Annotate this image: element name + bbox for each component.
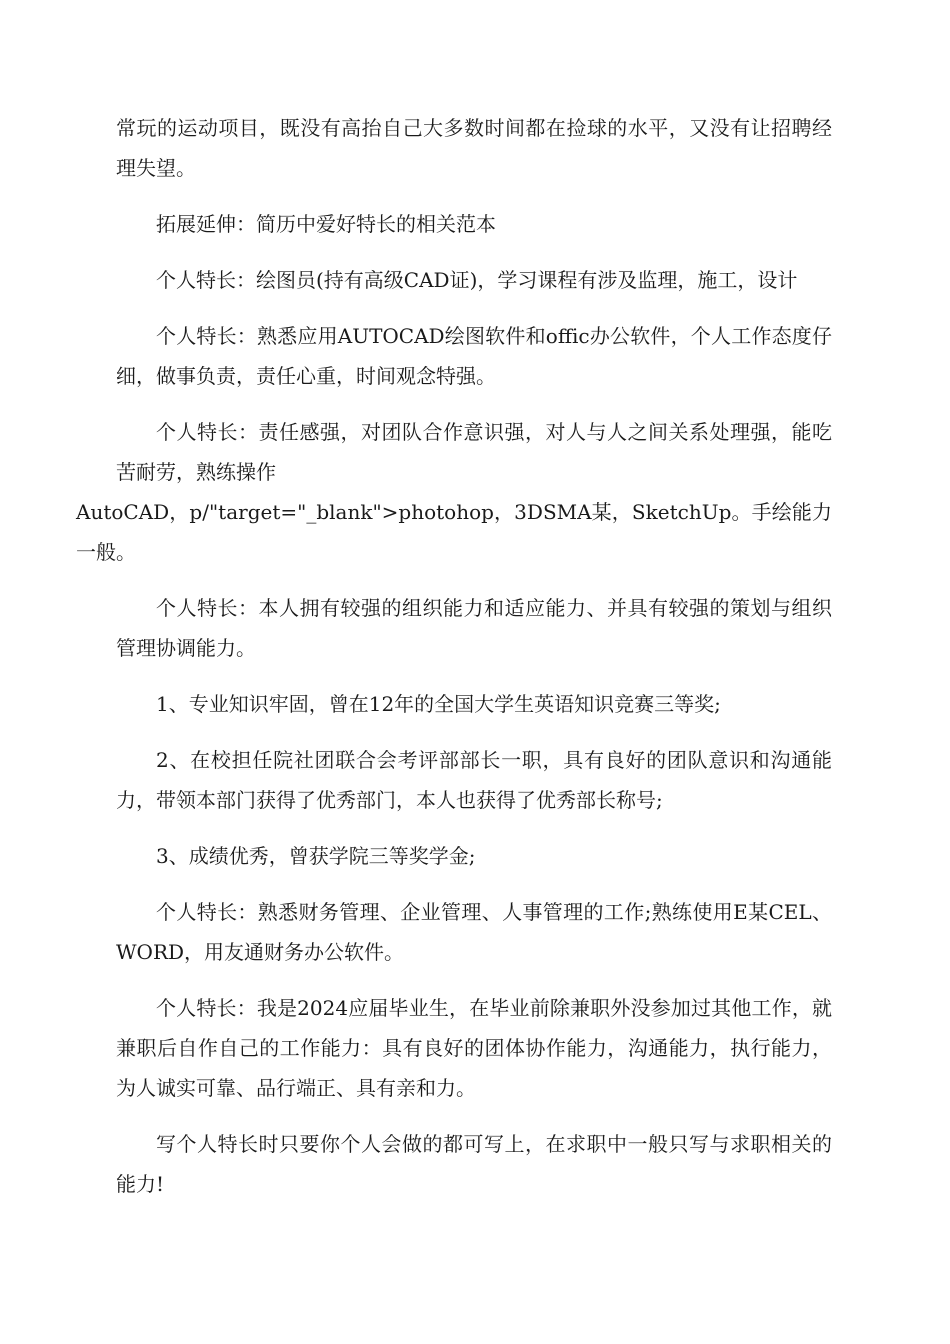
list-item-1: 1、专业知识牢固，曾在12年的全国大学生英语知识竞赛三等奖; — [156, 692, 721, 716]
paragraph-specialty-graduate: 个人特长：我是2024应届毕业生，在毕业前除兼职外没参加过其他工作，就兼职后自作自己的工作能力：具有良好的团体协作能力，沟通能力，执行能力，为人诚实可靠、品行端正、具有亲和力。 — [116, 996, 832, 1100]
paragraph-line: 个人特长：责任感强，对团队合作意识强，对人与人之间关系处理强，能吃苦耐劳，熟练操作 — [116, 420, 832, 484]
paragraph-specialty-finance: 个人特长：熟悉财务管理、企业管理、人事管理的工作;熟练使用E某CEL、WORD，用友通财务办公软件。 — [116, 900, 832, 964]
paragraph-continuation: 常玩的运动项目，既没有高抬自己大多数时间都在捡球的水平，又没有让招聘经理失望。 — [116, 116, 832, 180]
list-item-2: 2、在校担任院社团联合会考评部部长一职，具有良好的团队意识和沟通能力，带领本部门获得了优秀部门，本人也获得了优秀部长称号; — [116, 748, 832, 812]
document-body — [76, 108, 832, 1220]
paragraph-specialty-autocad: 个人特长：熟悉应用AUTOCAD绘图软件和offic办公软件，个人工作态度仔细，做事负责，责任心重，时间观念特强。 — [116, 324, 832, 388]
list-item-3: 3、成绩优秀，曾获学院三等奖学金; — [156, 844, 476, 868]
paragraph-specialty-organization: 个人特长：本人拥有较强的组织能力和适应能力、并具有较强的策划与组织管理协调能力。 — [116, 596, 832, 660]
paragraph-extension-heading: 拓展延伸：简历中爱好特长的相关范本 — [156, 212, 496, 236]
paragraph-line: AutoCAD，p/"target="_blank">photohop，3DSMA某，SketchUp。手绘能力一般。 — [76, 500, 832, 564]
paragraph-specialty-cad: 个人特长：绘图员(持有高级CAD证)，学习课程有涉及监理，施工，设计 — [156, 268, 798, 292]
paragraph-specialty-teamwork — [76, 412, 832, 572]
paragraph-closing-tip: 写个人特长时只要你个人会做的都可写上，在求职中一般只写与求职相关的能力! — [116, 1132, 832, 1196]
